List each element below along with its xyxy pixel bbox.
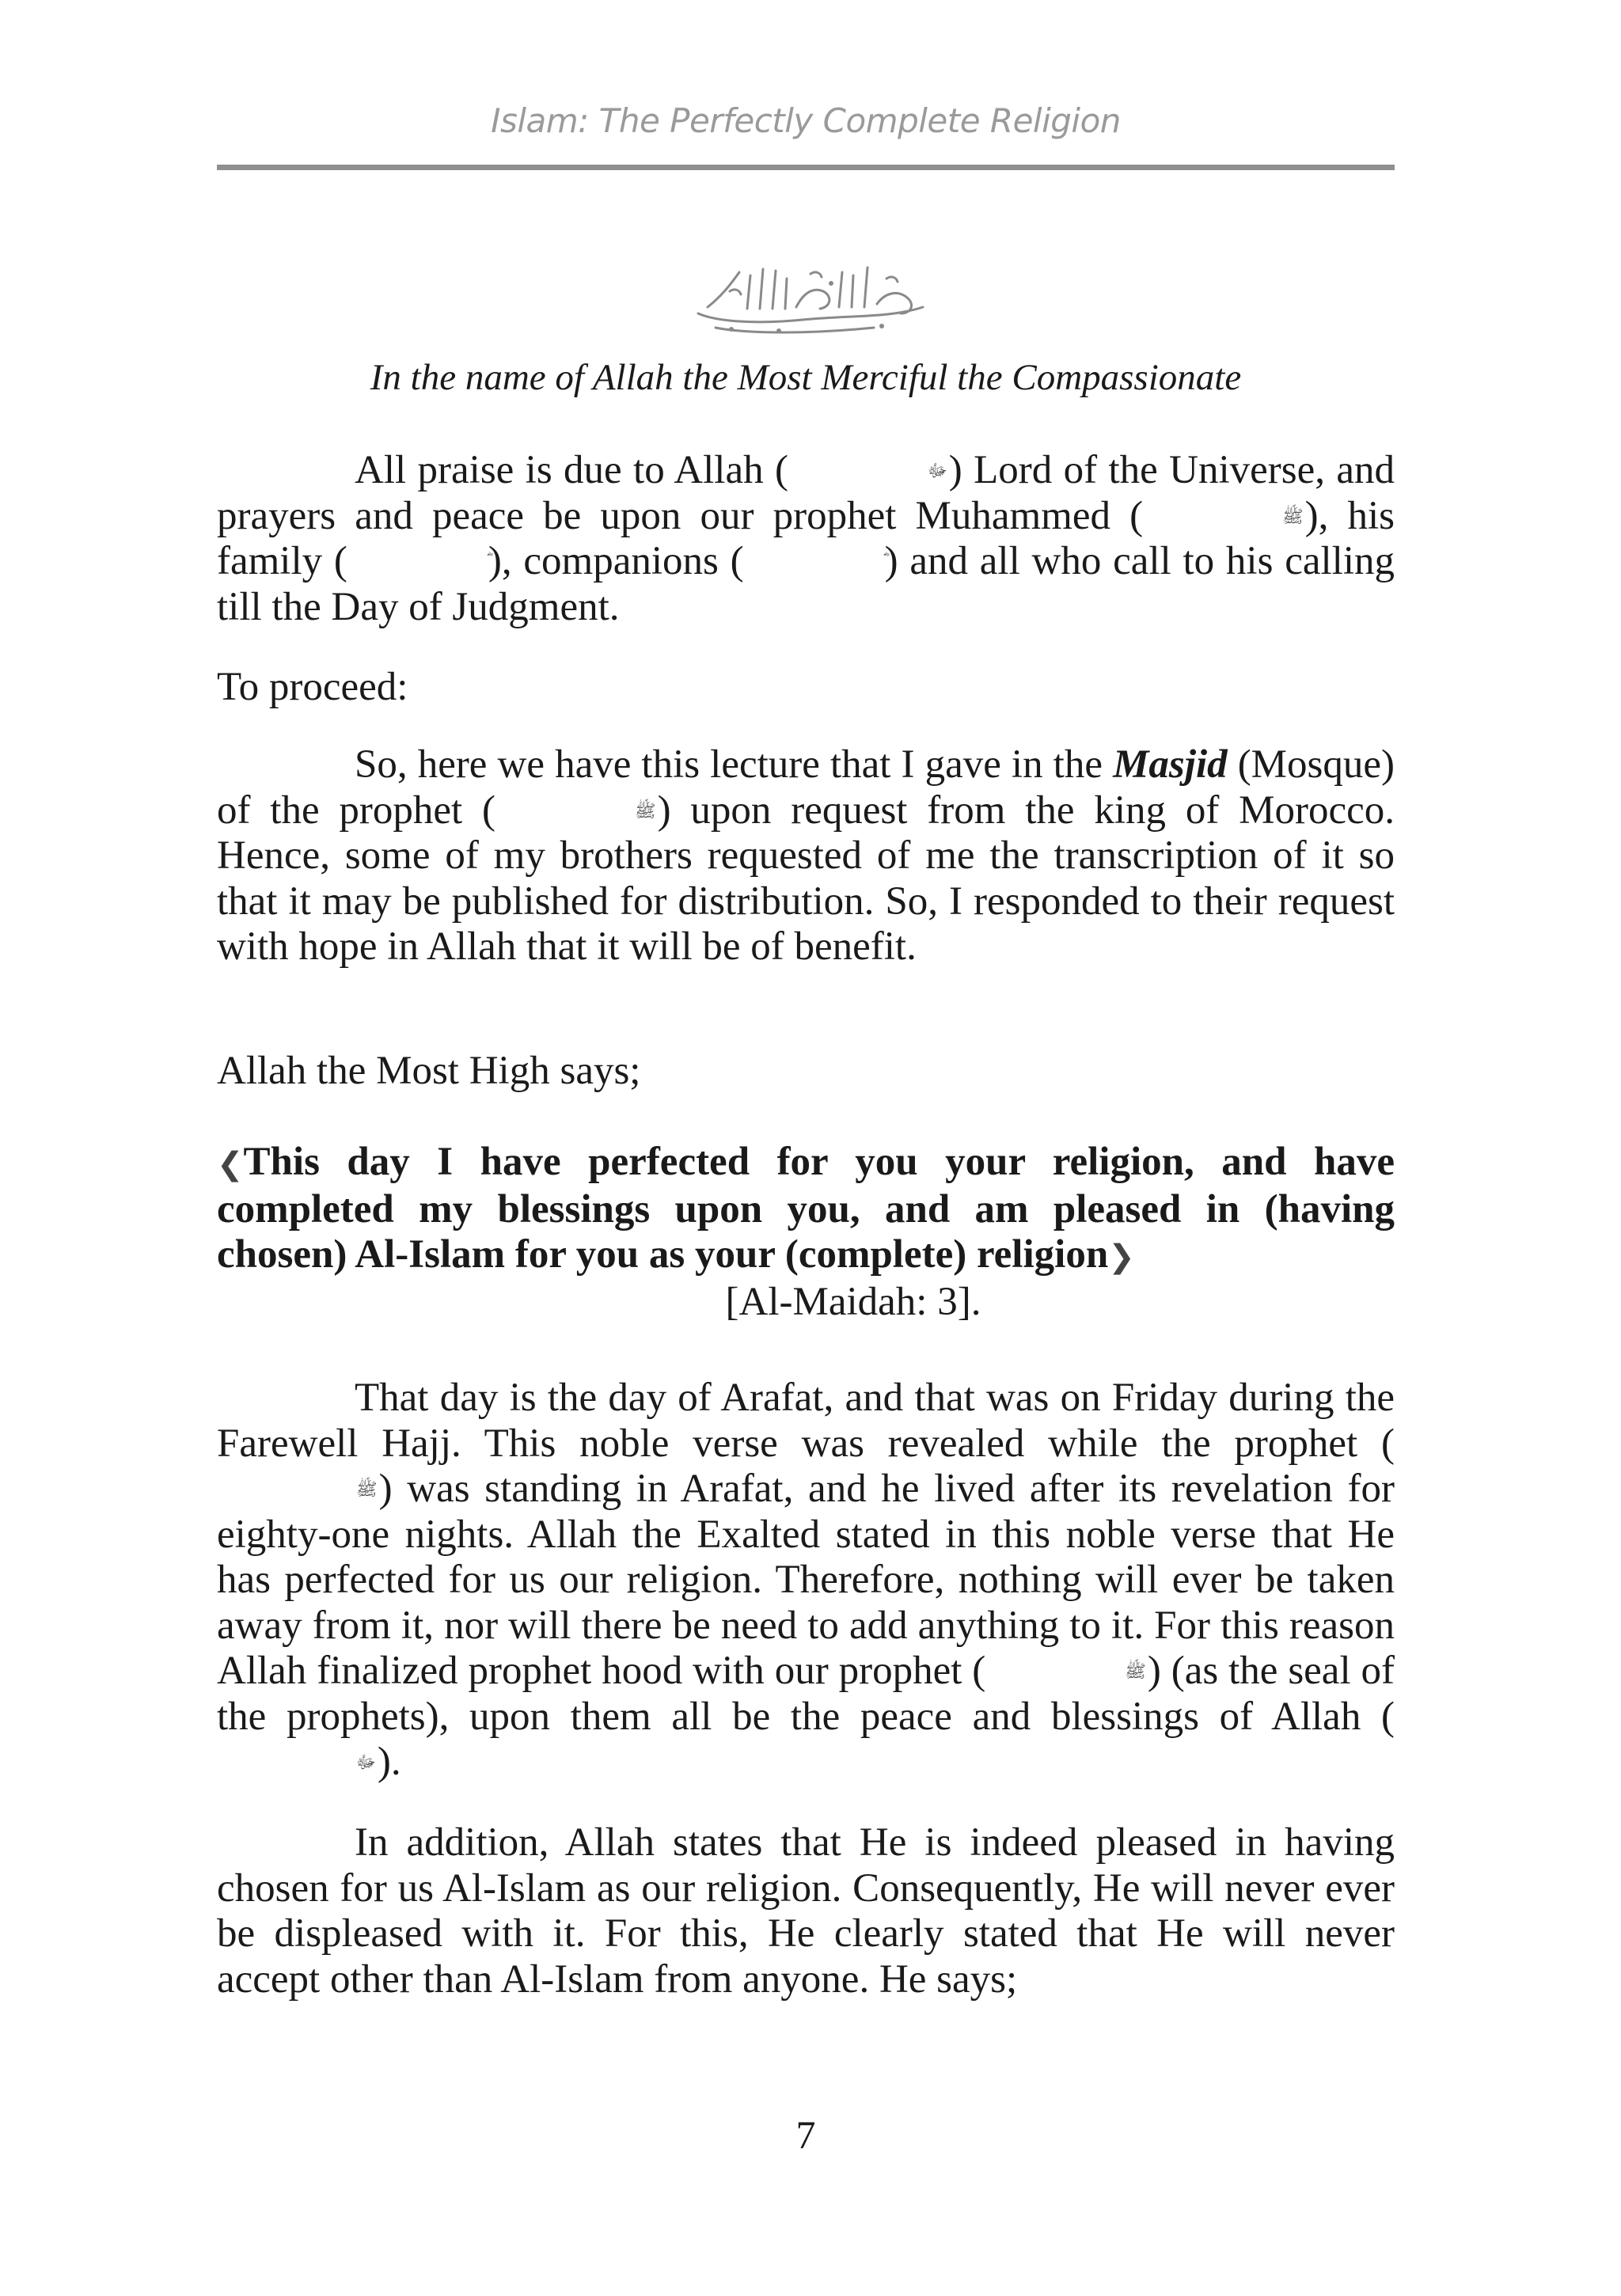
salawat-icon: ﷺ (1282, 506, 1304, 526)
text-run: ). (377, 1740, 401, 1784)
text-run: ) Lord of the Universe, and prayers and peace be upon our prophet Muhammed ( (217, 448, 1395, 538)
verse-close-ornament: ❯ (1108, 1239, 1135, 1274)
header-rule (217, 165, 1395, 170)
paragraph-text: Allah the Most High says; (217, 1049, 641, 1093)
basmala-calligraphy-icon (684, 252, 937, 339)
paragraph-day-of-arafat (217, 1376, 1395, 1786)
text-run: (Mosque) of the prophet ( (217, 742, 1395, 833)
paragraph-pleased-with-islam (217, 1820, 1395, 2002)
running-header: Islam: The Perfectly Complete Religion (491, 101, 1121, 140)
page-number: 7 (795, 2112, 816, 2157)
salawat-icon: ﷺ (635, 800, 656, 821)
paragraph-to-proceed (217, 665, 1395, 711)
basmala-translation: In the name of Allah the Most Merciful the Compassionate (370, 357, 1242, 398)
jalla-jalaluhu-icon: ﷻ (356, 1752, 376, 1772)
text-run: That day is the day of Arafat, and that was on Friday during the Farewell Hajj. This noble verse was revealed while the prophet ( (217, 1376, 1395, 1466)
text-run: ) upon request from the king of Morocco. Hence, some of my brothers requested of me the transcription of it so that it may be published for distribution. So, I responded to their request with hope in Allah that it will be of benefit. (217, 787, 1395, 969)
radiallahu-anhu-icon (349, 553, 487, 571)
text-run: ) was standing in Arafat, and he lived after its revelation for eighty-one nights. Allah the Exalted stated in this noble verse that He has perfected for us our religion. Therefore, nothing will ever be taken away from it, nor will there be need to add anything to it. For this reason Allah finalized prophet hood with our prophet ( (217, 1467, 1395, 1693)
verse-open-ornament: ❮ (217, 1146, 244, 1182)
text-run: All praise is due to Allah ( (355, 448, 788, 492)
salawat-icon: ﷺ (356, 1479, 378, 1499)
verse-reference: [Al-Maidah: 3]. (725, 1279, 981, 1324)
paragraph-lecture-origin (217, 742, 1395, 970)
verse-text: This day I have perfected for you your religion, and have completed my blessings upon you, and am pleased in (having chosen) Al-Islam for you as your (complete) religion (217, 1140, 1395, 1277)
paragraph-allah-says (217, 1049, 1395, 1095)
paragraph-text: In addition, Allah states that He is indeed pleased in having chosen for us Al-Islam as our religion. Consequently, He will never ever be displeased with it. For this, He clearly stated that He will never accept other than Al-Islam from anyone. He says; (217, 1820, 1395, 2002)
text-run: So, here we have this lecture that I gave in the (355, 742, 1114, 787)
masjid-term: Masjid (1113, 742, 1228, 787)
text-run: ) and all who call to his calling till the Day of Judgment. (217, 539, 1395, 629)
text-run: ), his family ( (217, 493, 1395, 583)
paragraph-opening-praise (217, 448, 1395, 630)
jalla-jalaluhu-icon: ﷻ (927, 461, 947, 480)
paragraph-text: To proceed: (217, 665, 408, 709)
text-run: ) (as the seal of the prophets), upon them all be the peace and blessings of Allah ( (217, 1649, 1395, 1739)
salawat-icon: ﷺ (1125, 1661, 1146, 1681)
text-run: ), companions ( (488, 539, 744, 583)
radiallahu-anhum-icon (746, 553, 883, 571)
quran-verse-block (217, 1140, 1395, 1325)
